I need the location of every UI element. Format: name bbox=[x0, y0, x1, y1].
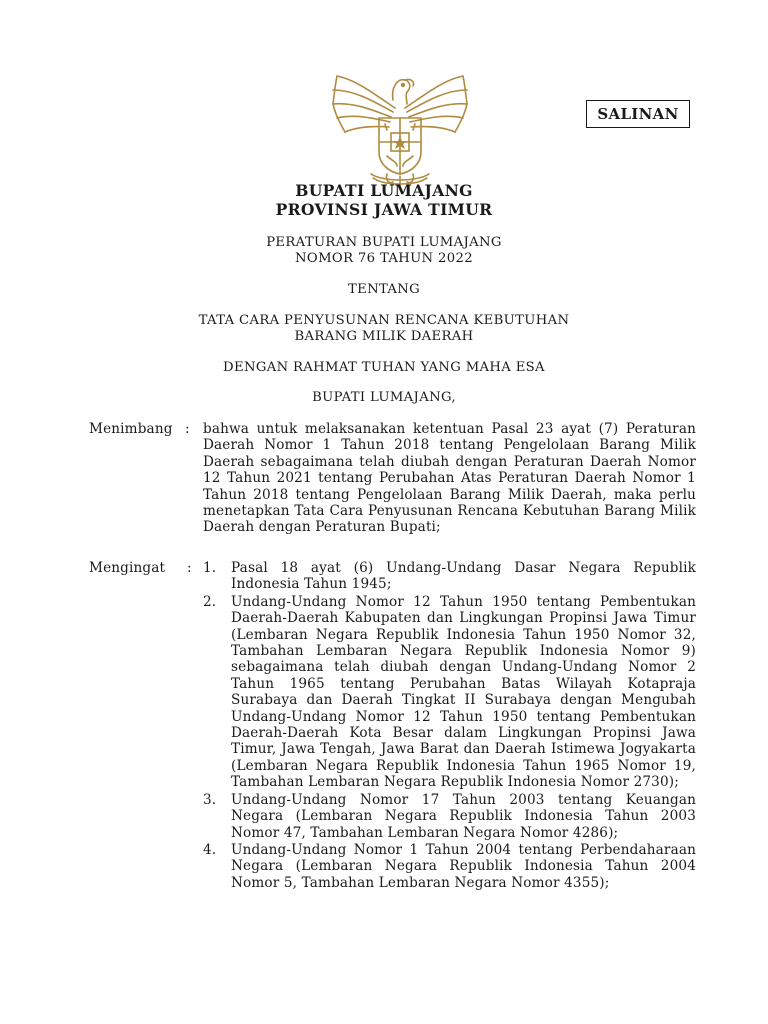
list-item bbox=[203, 594, 696, 791]
mengingat-label: Mengingat bbox=[89, 560, 166, 576]
regulation-subject-line2: BARANG MILIK DAERAH bbox=[294, 329, 474, 344]
issuer-title: BUPATI LUMAJANG bbox=[295, 181, 473, 200]
regulation-number: NOMOR 76 TAHUN 2022 bbox=[295, 251, 473, 266]
list-item bbox=[203, 842, 696, 891]
list-item-text: Undang-Undang Nomor 17 Tahun 2003 tentang Keuangan Negara (Lembaran Negara Republik Indonesia Tahun 2003 Nomor 47, Tambahan Lembaran Negara Nomor 4286); bbox=[231, 791, 696, 841]
list-item bbox=[203, 792, 696, 841]
regulation-kind: PERATURAN BUPATI LUMAJANG bbox=[266, 235, 502, 250]
regulation-subject-line1: TATA CARA PENYUSUNAN RENCANA KEBUTUHAN bbox=[198, 313, 570, 328]
list-item-number: 3. bbox=[203, 791, 217, 808]
list-item-text: Undang-Undang Nomor 1 Tahun 2004 tentang Perbendaharaan Negara (Lembaran Negara Republik Indonesia Tahun 2004 Nomor 5, Tambahan Lembaran Negara Nomor 4355); bbox=[231, 841, 696, 891]
list-item-number: 2. bbox=[203, 593, 217, 610]
garuda-pancasila-emblem bbox=[327, 56, 473, 188]
menimbang-text: bahwa untuk melaksanakan ketentuan Pasal 23 ayat (7) Peraturan Daerah Nomor 1 Tahun 2018 tentang Pengelolaan Barang Milik Daerah sebagaimana telah diubah dengan Peraturan Daerah Nomor 12 Tahun 2021 tentang Perubahan Atas Peraturan Daerah Nomor 1 Tahun 2018 tentang Pengelolaan Barang Milik Daerah, maka perlu menetapkan Tata Cara Penyusunan Rencana Kebutuhan Barang Milik Daerah dengan Peraturan Bupati; bbox=[203, 421, 696, 536]
list-item-text: Undang-Undang Nomor 12 Tahun 1950 tentang Pembentukan Daerah-Daerah Kabupaten dan Lingkungan Propinsi Jawa Timur (Lembaran Negara Republik Indonesia Tahun 1950 Nomor 32, Tambahan Lembaran Negara Republik Indonesia Nomor 9) sebagaimana telah diubah dengan Undang-Undang Nomor 2 Tahun 1965 tentang Perubahan Batas Wilayah Kotapraja Surabaya dan Daerah Tingkat II Surabaya dengan Mengubah Undang-Undang Nomor 12 Tahun 1950 tentang Pembentukan Daerah-Daerah Kota Besar dalam Lingkungan Propinsi Jawa Timur, Jawa Tengah, Jawa Barat dan Daerah Istimewa Jogyakarta (Lembaran Negara Republik Indonesia Tahun 1965 Nomor 19, Tambahan Lembaran Negara Republik Indonesia Nomor 2730); bbox=[231, 593, 696, 791]
province-title: PROVINSI JAWA TIMUR bbox=[275, 200, 493, 219]
mengingat-colon: : bbox=[187, 560, 192, 576]
issuer-name: BUPATI LUMAJANG, bbox=[312, 390, 456, 405]
mengingat-list bbox=[203, 560, 696, 892]
salinan-stamp: SALINAN bbox=[586, 100, 690, 128]
regulation-about: TENTANG bbox=[347, 282, 421, 297]
menimbang-colon: : bbox=[185, 421, 190, 437]
list-item bbox=[203, 560, 696, 593]
blessing: DENGAN RAHMAT TUHAN YANG MAHA ESA bbox=[223, 360, 545, 375]
list-item-number: 1. bbox=[203, 560, 217, 576]
list-item-number: 4. bbox=[203, 841, 217, 858]
menimbang-label: Menimbang bbox=[89, 421, 173, 437]
list-item-text: Pasal 18 ayat (6) Undang-Undang Dasar Negara Republik Indonesia Tahun 1945; bbox=[231, 560, 696, 593]
